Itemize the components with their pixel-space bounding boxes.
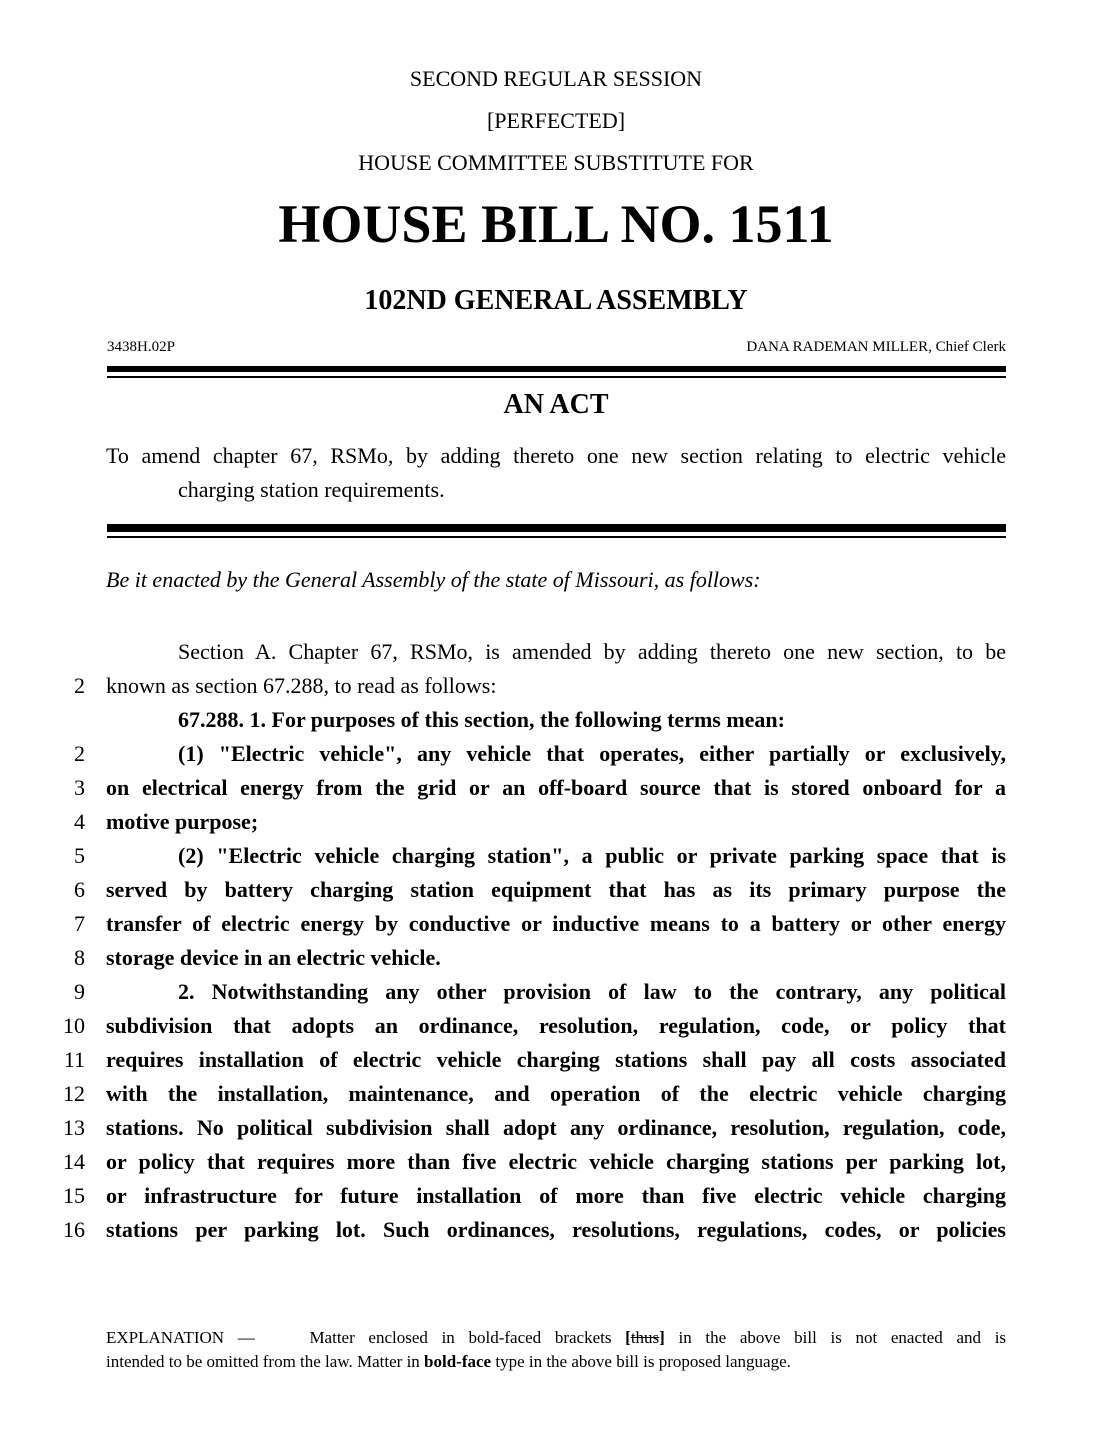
body-line: with the installation, maintenance, and operation of the electric vehicle charging <box>106 1081 1006 1106</box>
top-rule-thin <box>107 376 1006 378</box>
explanation-label: EXPLANATION — <box>106 1328 255 1347</box>
body-line: (2) "Electric vehicle charging station", a public or private parking space that is <box>178 843 1006 868</box>
body-line: known as section 67.288, to read as follows: <box>106 673 497 698</box>
body-line: requires installation of electric vehicle charging stations shall pay all costs associated <box>106 1047 1006 1072</box>
enacting-clause: Be it enacted by the General Assembly of the state of Missouri, as follows: <box>106 567 761 592</box>
chief-clerk: DANA RADEMAN MILLER, Chief Clerk <box>746 339 1006 355</box>
line-number: 16 <box>63 1217 85 1242</box>
line-number: 10 <box>63 1013 85 1038</box>
body-line: transfer of electric energy by conductive or inductive means to a battery or other energy <box>106 911 1006 936</box>
line-number: 7 <box>74 911 85 936</box>
body-line: (1) "Electric vehicle", any vehicle that operates, either partially or exclusively, <box>178 741 1006 766</box>
assembly-heading: 102ND GENERAL ASSEMBLY <box>364 285 748 316</box>
top-rule-thick <box>107 366 1006 372</box>
explanation-line-1: EXPLANATION — Matter enclosed in bold-faced brackets [thus] in the above bill is not enacted and is <box>106 1328 1007 1347</box>
line-number: 2 <box>74 673 85 698</box>
status-heading: [PERFECTED] <box>486 108 626 133</box>
body-line: storage device in an electric vehicle. <box>106 945 441 970</box>
explanation-line-2: intended to be omitted from the law. Matter in bold-face type in the above bill is proposed language. <box>106 1352 791 1371</box>
line-number: 15 <box>63 1183 85 1208</box>
line-number: 11 <box>63 1047 85 1072</box>
body-line: stations per parking lot. Such ordinances, resolutions, regulations, codes, or policies <box>106 1217 1006 1242</box>
bill-title: HOUSE BILL NO. 1511 <box>278 194 834 254</box>
line-number: 14 <box>63 1149 85 1174</box>
line-number: 2 <box>74 741 85 766</box>
body-line: subdivision that adopts an ordinance, resolution, regulation, code, or policy that <box>106 1013 1006 1038</box>
bottom-rule-thick <box>107 524 1006 532</box>
line-number: 8 <box>74 945 85 970</box>
document-code: 3438H.02P <box>107 339 175 355</box>
body-line: Section A. Chapter 67, RSMo, is amended by adding thereto one new section, to be <box>178 639 1006 664</box>
line-number: 3 <box>74 775 85 800</box>
line-number: 4 <box>74 809 85 834</box>
line-number: 6 <box>74 877 85 902</box>
struck-example: thus <box>630 1328 660 1347</box>
substitute-heading: HOUSE COMMITTEE SUBSTITUTE FOR <box>358 150 754 175</box>
bottom-rule-thin <box>107 536 1006 538</box>
act-heading: AN ACT <box>503 389 609 420</box>
act-purpose-line-2: charging station requirements. <box>178 477 445 502</box>
body-line: on electrical energy from the grid or an off-board source that is stored onboard for a <box>106 775 1006 800</box>
line-number: 5 <box>74 843 85 868</box>
section-heading-line: 67.288. 1. For purposes of this section, the following terms mean: <box>178 707 785 732</box>
line-number: 9 <box>74 979 85 1004</box>
line-number: 13 <box>63 1115 85 1140</box>
line-number: 12 <box>63 1081 85 1106</box>
body-line: stations. No political subdivision shall adopt any ordinance, resolution, regulation, code, <box>106 1115 1006 1140</box>
body-line: motive purpose; <box>106 809 259 834</box>
bold-face-example: bold-face <box>424 1352 492 1371</box>
body-line: 2. Notwithstanding any other provision of law to the contrary, any political <box>178 979 1006 1004</box>
body-line: or policy that requires more than five electric vehicle charging stations per parking lot, <box>106 1149 1006 1174</box>
body-line: or infrastructure for future installation of more than five electric vehicle charging <box>106 1183 1006 1208</box>
session-heading: SECOND REGULAR SESSION <box>409 66 703 91</box>
act-purpose-line-1: To amend chapter 67, RSMo, by adding thereto one new section relating to electric vehicle <box>106 443 1006 468</box>
body-line: served by battery charging station equipment that has as its primary purpose the <box>106 877 1006 902</box>
